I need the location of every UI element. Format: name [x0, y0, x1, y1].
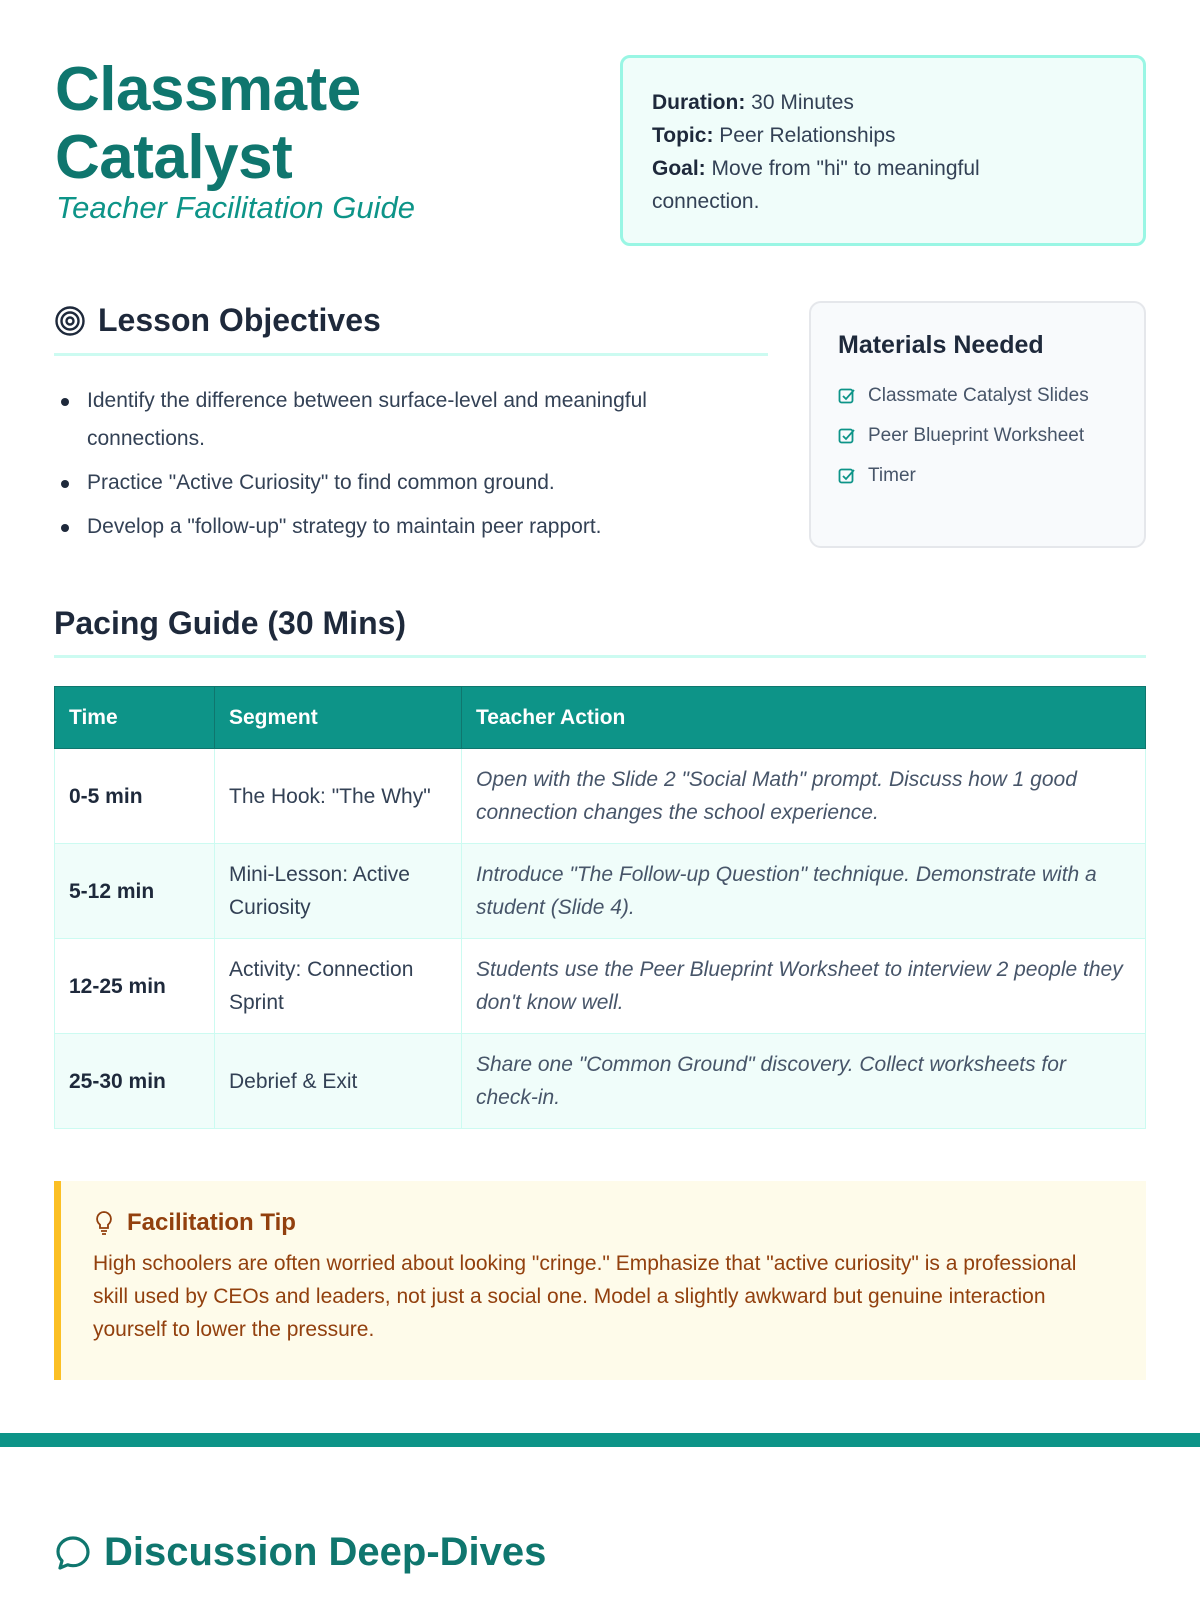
- segment-cell: Debrief & Exit: [215, 1034, 462, 1129]
- time-cell: 12-25 min: [55, 939, 215, 1034]
- materials-heading: Materials Needed: [838, 331, 1044, 359]
- objectives-list: [60, 382, 740, 552]
- table-row: [55, 1034, 1146, 1129]
- table-row: [55, 844, 1146, 939]
- materials-card: [809, 301, 1146, 548]
- column-header-segment: Segment: [215, 687, 462, 749]
- title-line-1: Classmate: [55, 55, 361, 124]
- checkbox-checked-icon: [838, 387, 856, 405]
- checkbox-checked-icon: [838, 467, 856, 485]
- table-row: [55, 939, 1146, 1034]
- discussion-heading: [54, 1530, 546, 1575]
- column-header-action: Teacher Action: [462, 687, 1146, 749]
- tip-heading-text: Facilitation Tip: [127, 1209, 296, 1236]
- tip-text: High schoolers are often worried about looking "cringe." Emphasize that "active curiosity" is a professional skill used by CEOs and leaders, not just a social one. Model a slightly awkward but genuine interaction yourself to lower the pressure.: [93, 1252, 1077, 1341]
- material-label: Classmate Catalyst Slides: [868, 385, 1089, 406]
- segment-cell: The Hook: "The Why": [215, 749, 462, 844]
- pacing-heading-text: Pacing Guide (30 Mins): [54, 605, 407, 641]
- page-subtitle: Teacher Facilitation Guide: [56, 190, 415, 225]
- objectives-divider: [54, 353, 768, 356]
- lesson-info-card: [620, 55, 1146, 246]
- time-cell: 5-12 min: [55, 844, 215, 939]
- checkbox-checked-icon: [838, 427, 856, 445]
- goal-value: Move from "hi" to meaningful connection.: [652, 157, 980, 213]
- objectives-heading: [54, 302, 381, 339]
- pacing-heading: [54, 605, 406, 642]
- discussion-heading-text: Discussion Deep-Dives: [104, 1530, 547, 1574]
- topic-value: Peer Relationships: [719, 124, 896, 147]
- column-header-time: Time: [55, 687, 215, 749]
- pacing-table: [54, 686, 1146, 1129]
- topic-label: Topic:: [652, 124, 714, 147]
- lightbulb-icon: [93, 1210, 115, 1236]
- segment-cell: Activity: Connection Sprint: [215, 939, 462, 1034]
- table-header-row: [55, 687, 1146, 749]
- goal-label: Goal:: [652, 157, 706, 180]
- material-label: Peer Blueprint Worksheet: [868, 425, 1085, 446]
- tip-heading: [93, 1209, 1114, 1237]
- segment-cell: Mini-Lesson: Active Curiosity: [215, 844, 462, 939]
- material-item: [838, 416, 1117, 456]
- duration-value: 30 Minutes: [751, 91, 854, 114]
- table-row: [55, 749, 1146, 844]
- title-line-2: Catalyst: [55, 123, 293, 192]
- action-cell: Introduce "The Follow-up Question" technique. Demonstrate with a student (Slide 4).: [462, 844, 1146, 939]
- section-divider-bar: [0, 1433, 1200, 1447]
- material-item: [838, 376, 1117, 416]
- chat-bubble-icon: [54, 1534, 92, 1572]
- objective-item: Practice "Active Curiosity" to find common ground.: [60, 464, 740, 502]
- time-cell: 0-5 min: [55, 749, 215, 844]
- duration-label: Duration:: [652, 91, 746, 114]
- objectives-heading-text: Lesson Objectives: [98, 302, 381, 338]
- objective-item: Identify the difference between surface-level and meaningful connections.: [60, 382, 740, 458]
- objective-item: Develop a "follow-up" strategy to maintain peer rapport.: [60, 508, 740, 546]
- material-item: [838, 456, 1117, 496]
- action-cell: Open with the Slide 2 "Social Math" prompt. Discuss how 1 good connection changes the school experience.: [462, 749, 1146, 844]
- target-icon: [54, 305, 86, 337]
- pacing-divider: [54, 655, 1146, 658]
- action-cell: Share one "Common Ground" discovery. Collect worksheets for check-in.: [462, 1034, 1146, 1129]
- page-title: [55, 56, 361, 192]
- action-cell: Students use the Peer Blueprint Worksheet to interview 2 people they don't know well.: [462, 939, 1146, 1034]
- facilitation-tip-callout: [54, 1181, 1146, 1380]
- material-label: Timer: [868, 465, 916, 486]
- time-cell: 25-30 min: [55, 1034, 215, 1129]
